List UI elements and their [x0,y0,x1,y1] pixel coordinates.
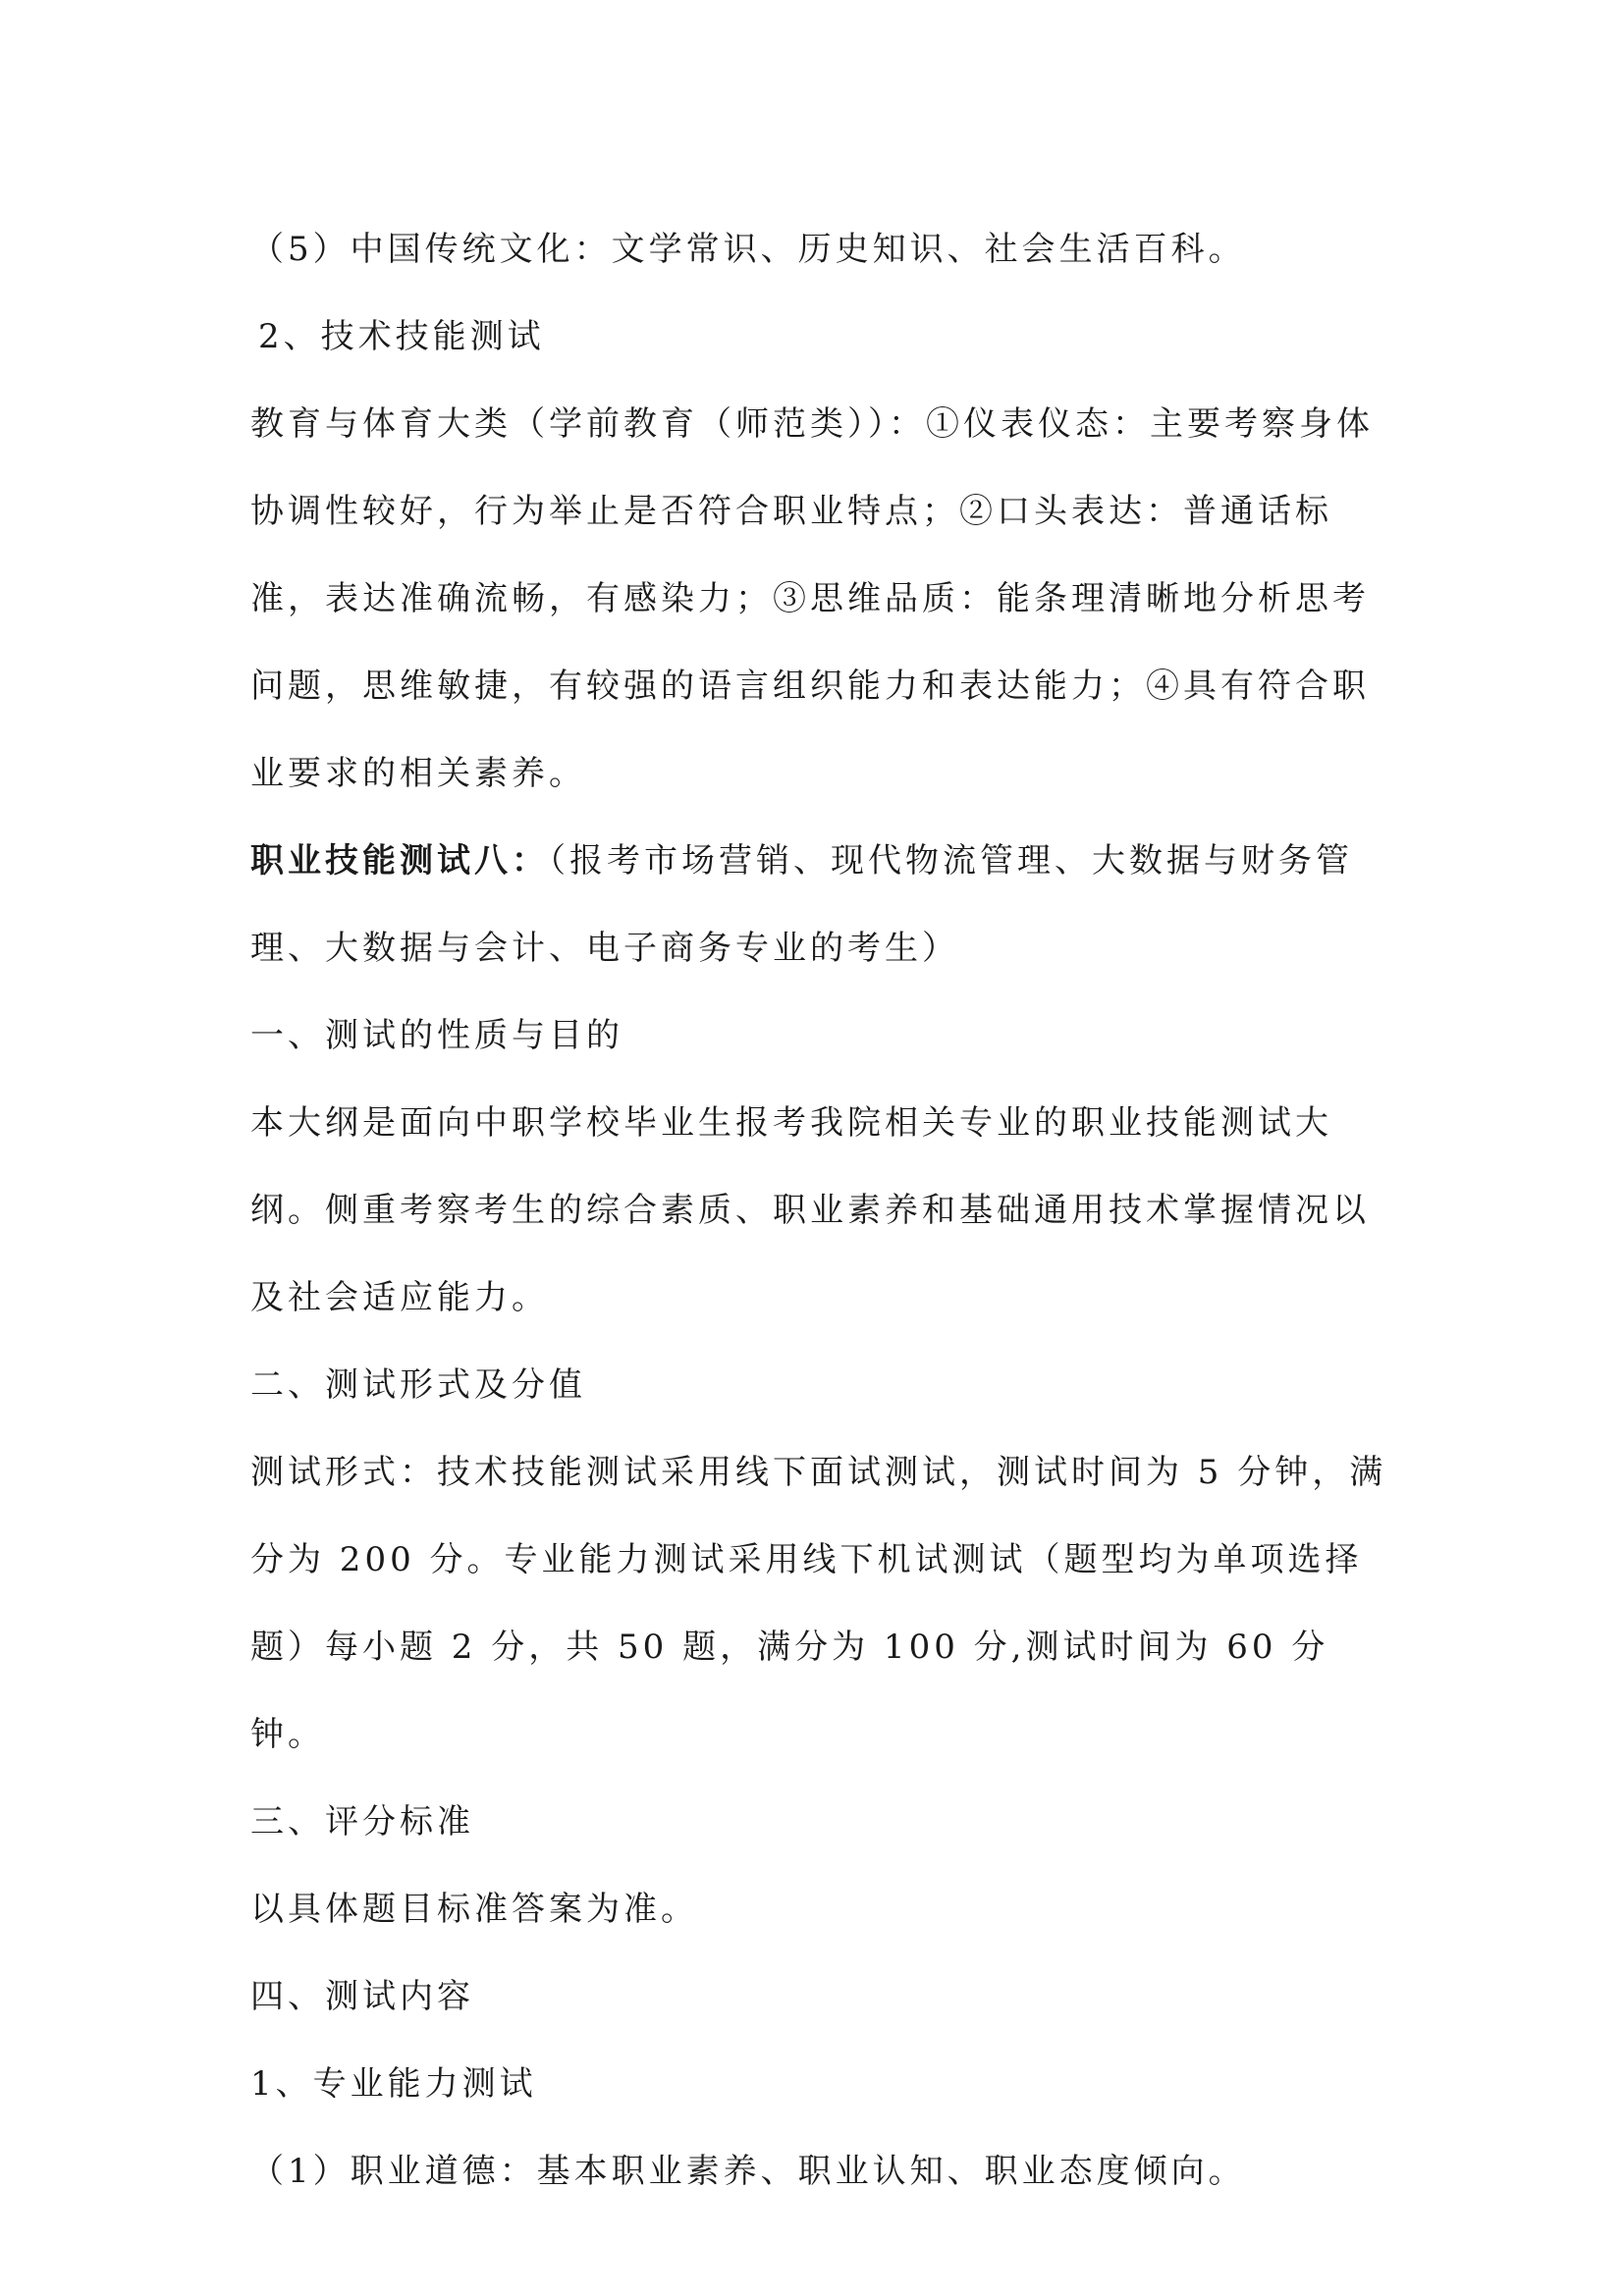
vocational-test-eight-title: 职业技能测试八： [250,841,549,881]
heading-test-form-scores: 二、测试形式及分值 [250,1365,586,1405]
document-body [250,206,1394,2216]
heading-scoring-standard: 三、评分标准 [250,1802,474,1842]
paragraph-outline-description: 本大纲是面向中职学校毕业生报考我院相关专业的职业技能测试大纲。侧重考察考生的综合素质、职业素养和基础通用技术掌握情况以及社会适应能力。 [250,1103,1370,1317]
vocational-test-eight-majors: （报考市场营销、现代物流管理、大数据与财务管理、大数据与会计、电子商务专业的考生） [250,841,1353,968]
heading-nature-purpose: 一、测试的性质与目的 [250,1016,623,1055]
paragraph-professional-ethics: （1）职业道德：基本职业素养、职业认知、职业态度倾向。 [250,2152,1246,2191]
paragraph-scoring-standard: 以具体题目标准答案为准。 [250,1890,698,1929]
heading-test-content: 四、测试内容 [250,1977,474,2016]
heading-professional-ability-test: 1、专业能力测试 [250,2064,537,2104]
paragraph-test-form: 测试形式：技术技能测试采用线下面试测试，测试时间为 5 分钟，满分为 200 分。专业能力测试采用线下机试测试（题型均为单项选择题）每小题 2 分，共 50 题，满分为 100 分,测试时间为 60 分钟。 [250,1453,1387,1754]
paragraph-education-sports: 教育与体育大类（学前教育（师范类））：①仪表仪态：主要考察身体协调性较好，行为举止是否符合职业特点；②口头表达：普通话标准，表达准确流畅，有感染力；③思维品质：能条理清晰地分析思考问题，思维敏捷，有较强的语言组织能力和表达能力；④具有符合职业要求的相关素养。 [250,404,1374,793]
paragraph-vocational-test-eight [250,818,1394,992]
paragraph-traditional-culture: （5）中国传统文化：文学常识、历史知识、社会生活百科。 [250,230,1246,269]
heading-technical-skill-test: 2、技术技能测试 [258,317,545,356]
